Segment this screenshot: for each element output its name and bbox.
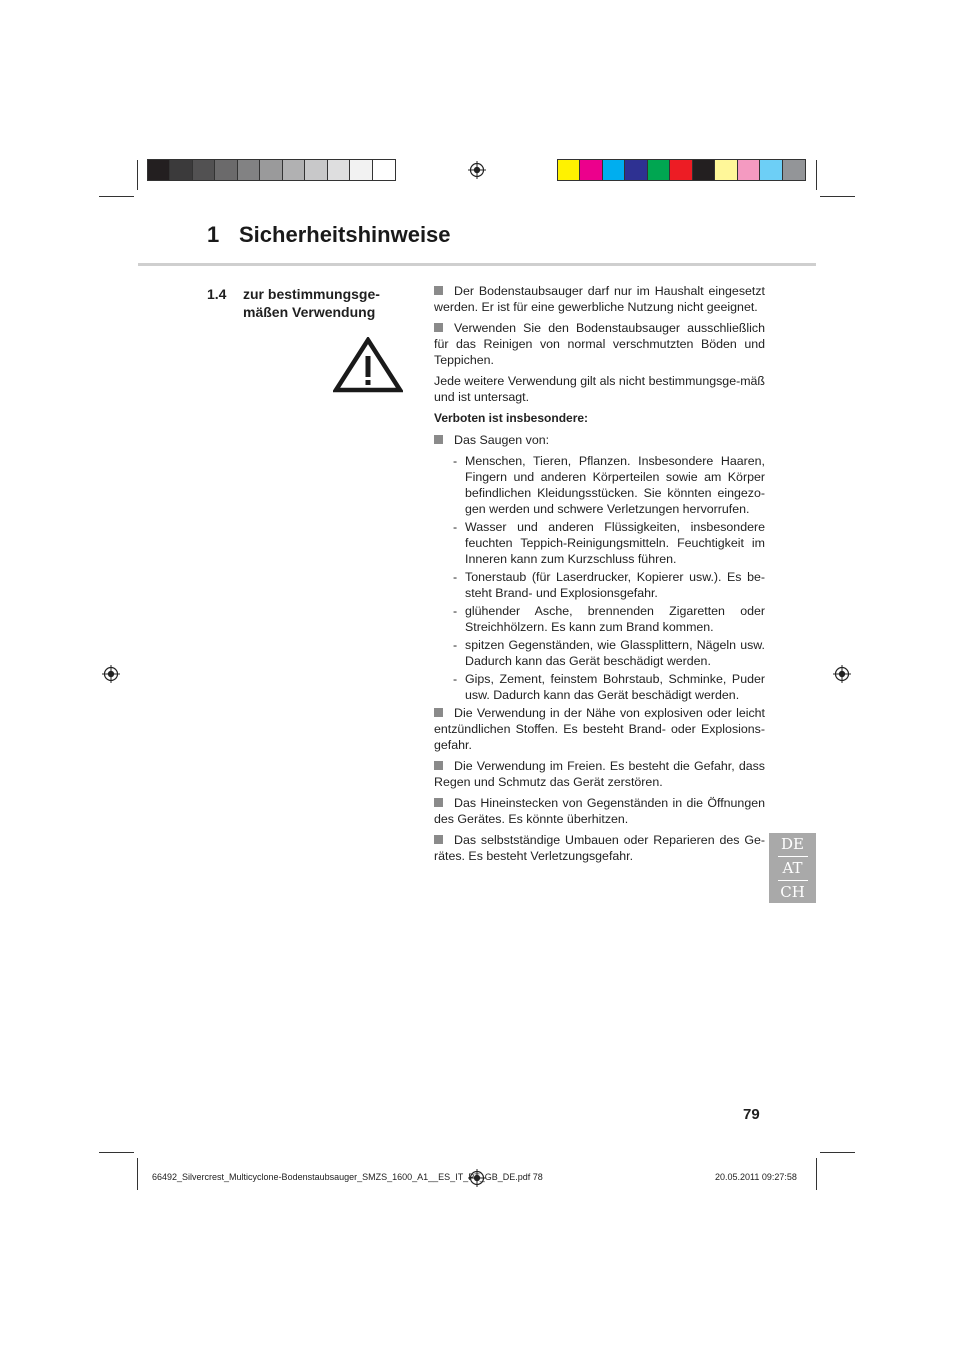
color-swatch: [648, 160, 670, 180]
chapter-title: Sicherheitshinweise: [239, 222, 451, 247]
gray-calibration-bar: [147, 159, 396, 181]
language-at: AT: [782, 859, 803, 877]
color-swatch: [693, 160, 715, 180]
color-swatch: [193, 160, 215, 180]
dash-marker: -: [453, 570, 458, 584]
section-number: 1.4: [207, 286, 227, 302]
color-swatch: [350, 160, 372, 180]
language-tab: [769, 833, 816, 903]
color-swatch: [328, 160, 350, 180]
crop-mark: [137, 160, 138, 190]
sub-list-item: - Wasser und anderen Flüssigkeiten, insbesondere feuchten Teppich-Reinigungsmitteln. Feuchtigkeit im Inneren kann zum Kurzschluss führen.: [453, 520, 765, 566]
color-swatch: [260, 160, 282, 180]
color-swatch: [215, 160, 237, 180]
bullet-square-icon: [434, 708, 443, 717]
sub-list-item: - Gips, Zement, feinstem Bohrstaub, Schminke, Puder usw. Dadurch kann das Gerät beschädigt werden.: [453, 672, 765, 702]
color-swatch: [625, 160, 647, 180]
bullet-square-icon: [434, 761, 443, 770]
paragraph: Die Verwendung in der Nähe von explosiven oder leicht entzündlichen Stoffen. Es besteht Brand- oder Explosions-gefahr.: [434, 706, 765, 752]
sub-list: [434, 453, 765, 703]
color-swatch: [373, 160, 395, 180]
color-swatch: [580, 160, 602, 180]
color-swatch: [238, 160, 260, 180]
paragraph: Die Verwendung im Freien. Es besteht die Gefahr, dass Regen und Schmutz das Gerät zerstören.: [434, 759, 765, 789]
dash-marker: -: [453, 638, 458, 652]
paragraph: Das selbstständige Umbauen oder Reparieren des Ge-rätes. Es besteht Verletzungsgefahr.: [434, 833, 765, 863]
bullet-square-icon: [434, 798, 443, 807]
bullet-square-icon: [434, 286, 443, 295]
color-swatch: [670, 160, 692, 180]
paragraph: Das Saugen von:: [434, 432, 765, 448]
bullet-square-icon: [434, 323, 443, 332]
dash-marker: -: [453, 604, 458, 618]
crop-mark: [820, 196, 855, 197]
color-swatch: [715, 160, 737, 180]
content-column: [434, 283, 765, 869]
chapter-rule: [138, 263, 816, 266]
warning-triangle-icon: [333, 337, 403, 393]
bullet-square-icon: [434, 435, 443, 444]
language-ch: CH: [780, 883, 805, 901]
crop-mark: [137, 1158, 138, 1190]
sub-list-item: - spitzen Gegenständen, wie Glassplittern, Nägeln usw. Dadurch kann das Gerät beschädigt werden.: [453, 638, 765, 668]
color-swatch: [148, 160, 170, 180]
crop-mark: [816, 1158, 817, 1190]
crop-mark: [820, 1152, 855, 1153]
color-swatch: [603, 160, 625, 180]
dash-marker: -: [453, 454, 458, 468]
footer-date: 20.05.2011 09:27:58: [715, 1172, 797, 1182]
page-number: 79: [743, 1106, 760, 1123]
chapter-heading: [207, 222, 451, 248]
color-swatch: [305, 160, 327, 180]
paragraph: Der Bodenstaubsauger darf nur im Haushalt eingesetzt werden. Er ist für eine gewerbliche Nutzung nicht geeignet.: [434, 284, 765, 314]
paragraph: Das Hineinstecken von Gegenständen in die Öffnungen des Gerätes. Es könnte überhitzen.: [434, 796, 765, 826]
color-swatch: [738, 160, 760, 180]
paragraph: Verwenden Sie den Bodenstaubsauger ausschließlich für das Reinigen von normal verschmutzten Böden und Teppichen.: [434, 321, 765, 367]
dash-marker: -: [453, 520, 458, 534]
color-swatch: [283, 160, 305, 180]
sub-list-item: - Menschen, Tieren, Pflanzen. Insbesondere Haaren, Fingern und anderen Körperteilen sowie am Körper befindlichen Kleidungsstücken. Sie könnten eingezo-gen werden und schwere Verletzungen hervorrufen.: [453, 454, 765, 516]
sub-list-item: - Tonerstaub (für Laserdrucker, Kopierer usw.). Es be-steht Brand- und Explosionsgefahr.: [453, 570, 765, 600]
paragraph: Jede weitere Verwendung gilt als nicht bestimmungsge-mäß und ist untersagt.: [434, 374, 765, 404]
chapter-number: 1: [207, 222, 220, 247]
registration-mark-icon: [833, 665, 851, 683]
color-calibration-bar: [557, 159, 806, 181]
sub-list-item: - glühender Asche, brennenden Zigaretten oder Streichhölzern. Es kann zum Brand kommen.: [453, 604, 765, 634]
crop-mark: [816, 160, 817, 190]
registration-mark-icon: [468, 161, 486, 179]
forbidden-heading: Verboten ist insbesondere:: [434, 411, 589, 425]
dash-marker: -: [453, 672, 458, 686]
bullet-square-icon: [434, 835, 443, 844]
color-swatch: [170, 160, 192, 180]
language-de: DE: [781, 835, 804, 853]
crop-mark: [99, 1152, 134, 1153]
color-swatch: [558, 160, 580, 180]
color-swatch: [783, 160, 805, 180]
registration-mark-icon: [102, 665, 120, 683]
color-swatch: [760, 160, 782, 180]
footer-file: 66492_Silvercrest_Multicyclone-Bodenstaubsauger_SMZS_1600_A1__ES_IT_PT_GB_DE.pdf 78: [152, 1172, 543, 1182]
section-title: zur bestimmungsge- mäßen Verwendung: [243, 286, 380, 320]
crop-mark: [99, 196, 134, 197]
